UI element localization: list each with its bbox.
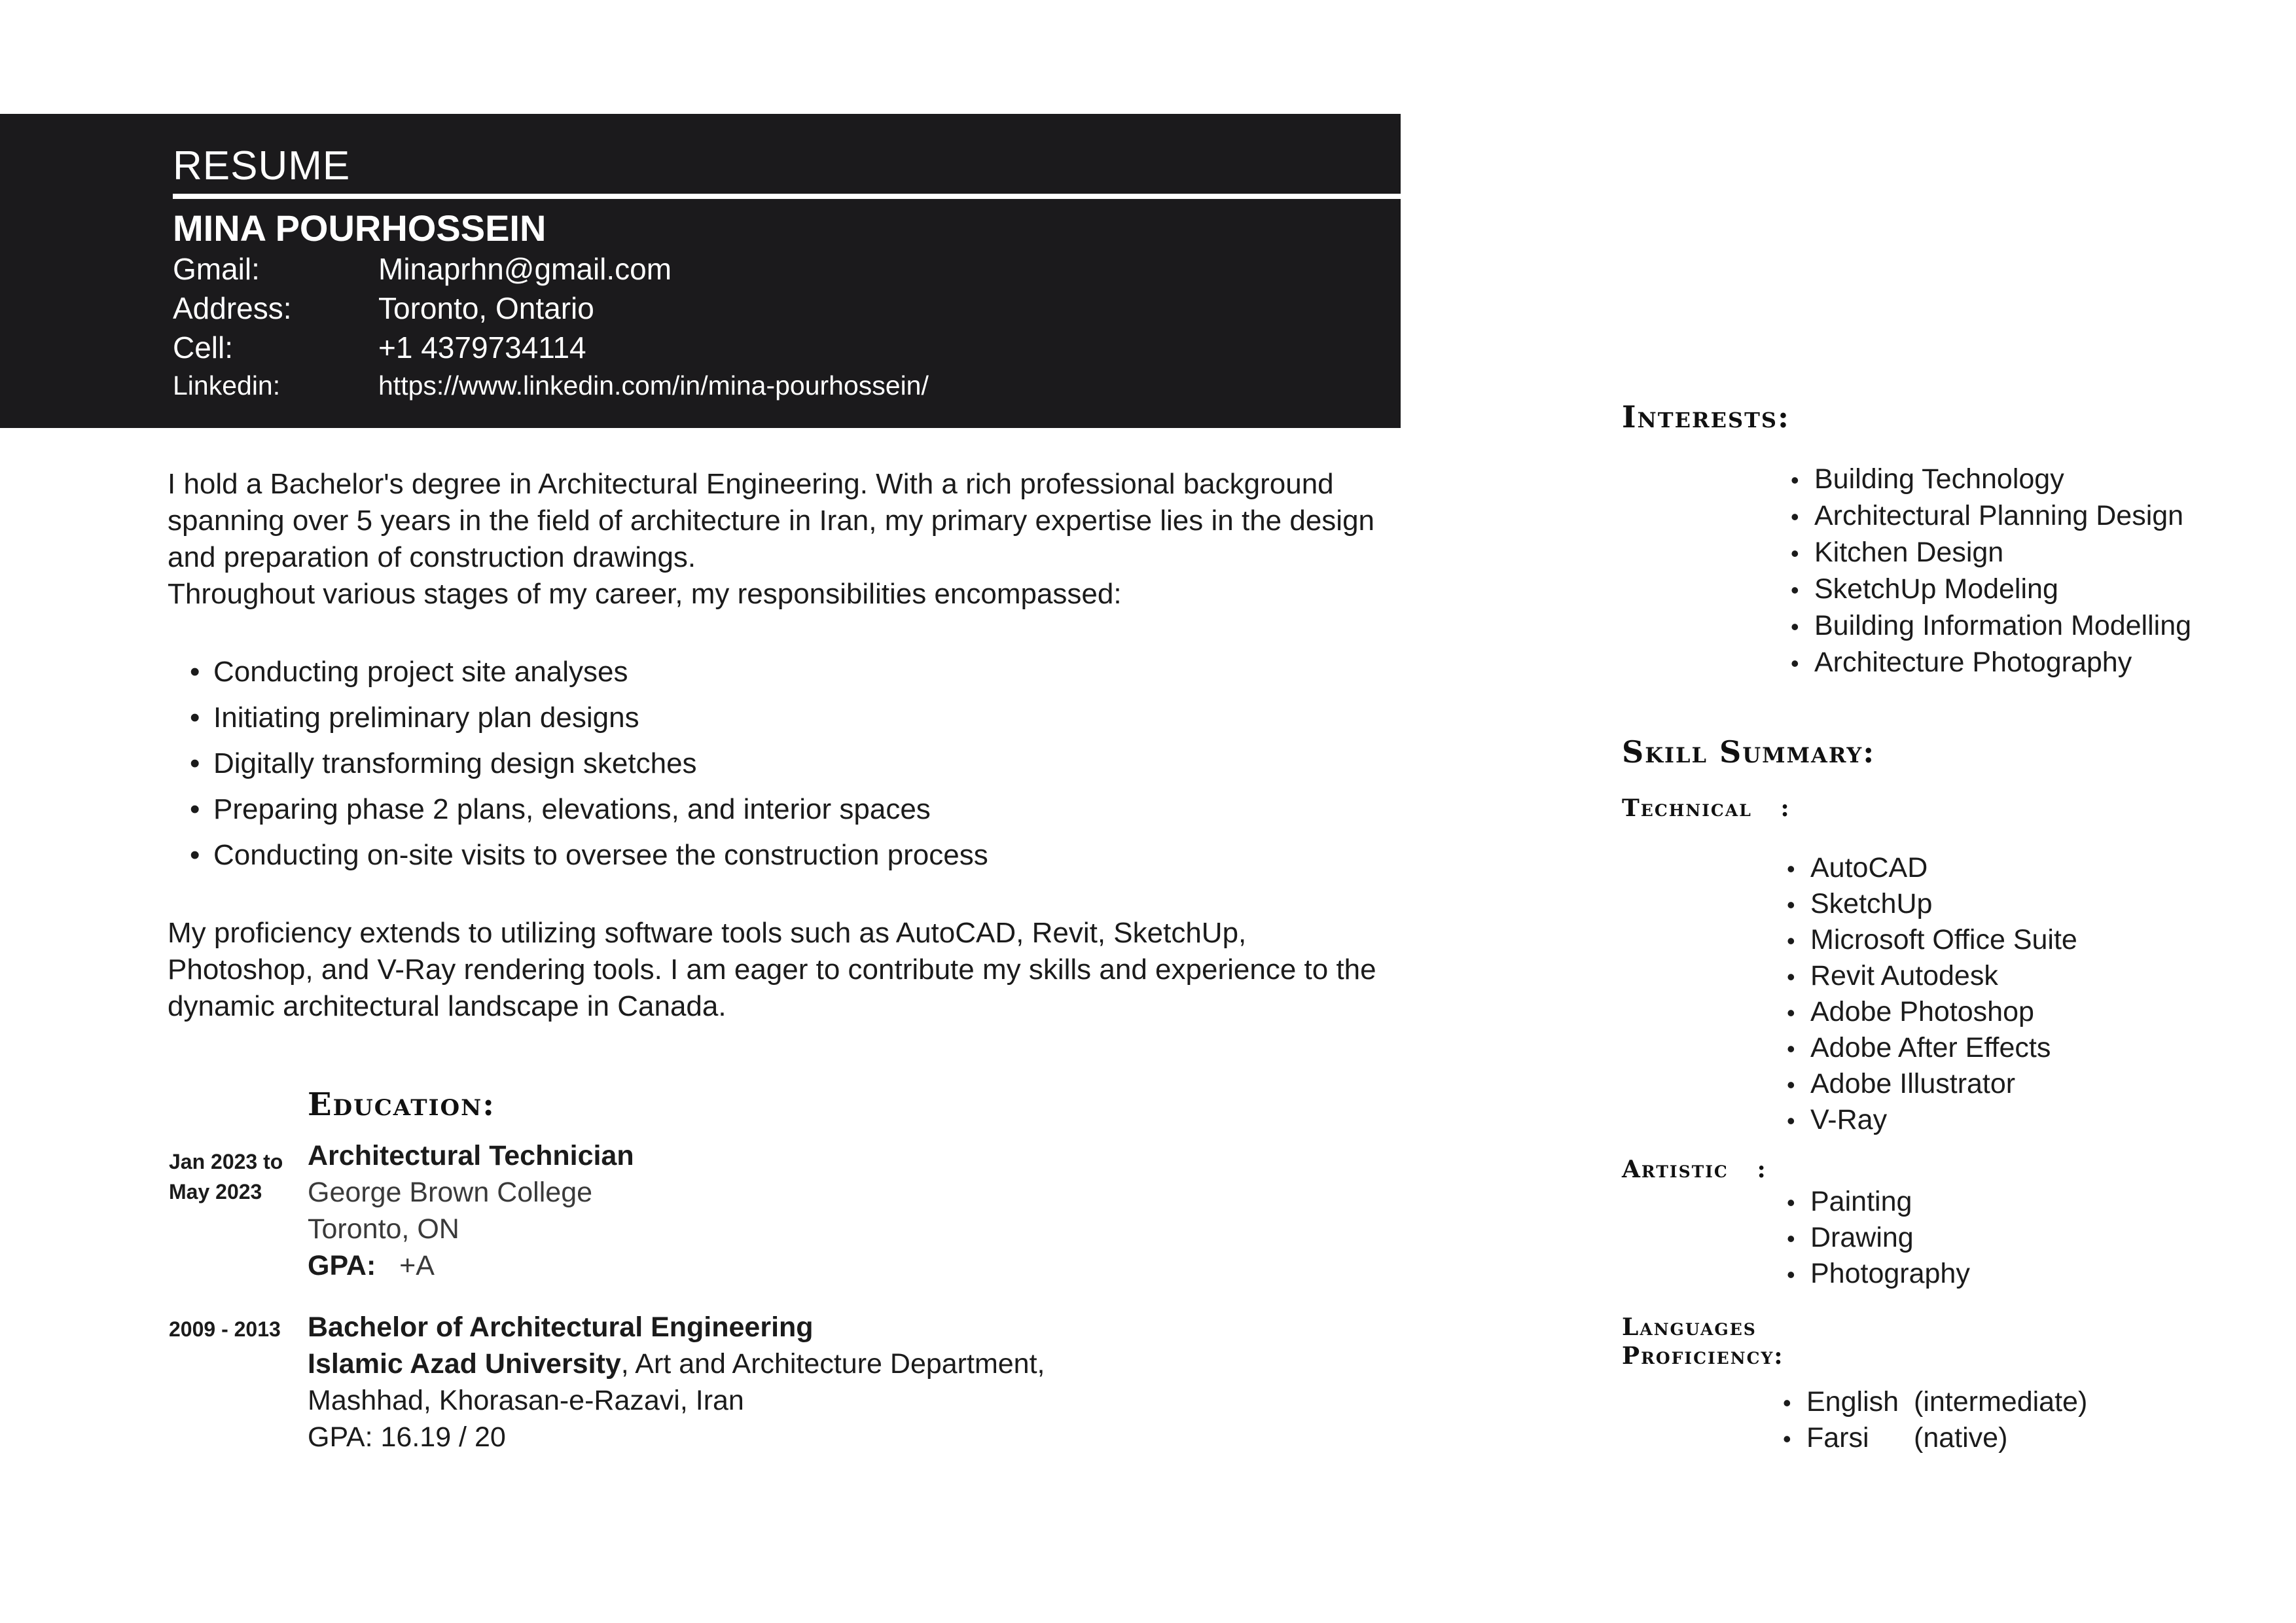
email-value[interactable]: Minaprhn@gmail.com <box>378 252 672 286</box>
list-item: • Adobe Photoshop <box>1787 996 2034 1027</box>
skills-heading: Skill Summary: <box>1622 734 1876 770</box>
bullet-icon: • <box>1787 1261 1795 1288</box>
summary-paragraph: Throughout various stages of my career, my responsibilities encompassed: <box>168 578 1122 610</box>
list-item: • Building Technology <box>1791 463 2064 495</box>
list-item: • Conducting on-site visits to oversee the construction process <box>190 839 988 871</box>
edu-degree-title: Architectural Technician <box>308 1140 634 1171</box>
list-item: • Microsoft Office Suite <box>1787 924 2077 955</box>
languages-label: Languages Proficiency: <box>1622 1313 1784 1370</box>
technical-label: Technical : <box>1622 794 1791 822</box>
list-item: • Painting <box>1787 1186 1912 1217</box>
artistic-label: Artistic : <box>1622 1156 1767 1183</box>
bullet-icon: • <box>1783 1389 1791 1416</box>
edu-gpa: GPA: +A <box>308 1250 435 1281</box>
list-item: • Architecture Photography <box>1791 647 2132 678</box>
list-item: • SketchUp Modeling <box>1791 573 2058 605</box>
edu-degree-title: Bachelor of Architectural Engineering <box>308 1311 814 1343</box>
phone-value[interactable]: +1 4379734114 <box>378 330 586 365</box>
list-item: • Adobe After Effects <box>1787 1032 2051 1063</box>
list-item: • Conducting project site analyses <box>190 656 628 688</box>
interests-heading: Interests: <box>1622 399 1790 435</box>
edu-school: George Brown College <box>308 1177 593 1208</box>
bullet-icon: • <box>1787 927 1795 954</box>
bullet-icon: • <box>1791 540 1799 567</box>
bullet-icon: • <box>190 747 200 779</box>
list-item: • V-Ray <box>1787 1104 1888 1135</box>
list-item: • Adobe Illustrator <box>1787 1068 2016 1099</box>
list-item: • AutoCAD <box>1787 852 1928 883</box>
edu-date: 2009 - 2013 <box>169 1317 281 1341</box>
bullet-icon: • <box>190 702 200 734</box>
contact-label: Linkedin: <box>173 370 281 401</box>
bullet-icon: • <box>1787 963 1795 990</box>
list-item: • Farsi (native) <box>1783 1422 2008 1454</box>
list-item: • Architectural Planning Design <box>1791 500 2184 531</box>
bullet-icon: • <box>1787 1189 1795 1216</box>
list-item: • Initiating preliminary plan designs <box>190 702 639 734</box>
list-item: • Digitally transforming design sketches <box>190 747 697 779</box>
summary-paragraph: My proficiency extends to utilizing software tools such as AutoCAD, Revit, SketchUp, Photoshop, and V-Ray rendering tools. I am eager to contribute my skills and experience to the dynamic architectural landscape in Canada. <box>168 917 1376 1022</box>
bullet-icon: • <box>1791 503 1799 530</box>
edu-gpa: GPA: 16.19 / 20 <box>308 1421 506 1453</box>
bullet-icon: • <box>1787 1107 1795 1134</box>
linkedin-link[interactable]: https://www.linkedin.com/in/mina-pourhossein/ <box>378 370 929 401</box>
summary-paragraph: I hold a Bachelor's degree in Architectural Engineering. With a rich professional background spanning over 5 years in the field of architecture in Iran, my primary expertise lies in the design and preparation of construction drawings. <box>168 468 1375 573</box>
bullet-icon: • <box>1787 999 1795 1026</box>
list-item: • Drawing <box>1787 1222 1914 1253</box>
edu-location: Mashhad, Khorasan-e-Razavi, Iran <box>308 1385 744 1416</box>
bullet-icon: • <box>1791 467 1799 493</box>
list-item: • Building Information Modelling <box>1791 610 2192 641</box>
bullet-icon: • <box>1787 1225 1795 1252</box>
bullet-icon: • <box>190 793 200 825</box>
list-item: • English (intermediate) <box>1783 1386 2088 1418</box>
resume-title: RESUME <box>173 143 351 188</box>
edu-location: Toronto, ON <box>308 1213 459 1245</box>
bullet-icon: • <box>1787 1035 1795 1062</box>
contact-label: Cell: <box>173 330 234 365</box>
list-item: • Preparing phase 2 plans, elevations, and interior spaces <box>190 793 931 825</box>
education-heading: Education: <box>308 1086 495 1123</box>
list-item: • Revit Autodesk <box>1787 960 1998 991</box>
bullet-icon: • <box>1787 855 1795 882</box>
bullet-icon: • <box>1791 577 1799 603</box>
list-item: • Kitchen Design <box>1791 537 2004 568</box>
bullet-icon: • <box>1791 650 1799 677</box>
bullet-icon: • <box>1791 613 1799 640</box>
proficiency-text <box>168 915 1398 1025</box>
bullet-icon: • <box>1787 891 1795 918</box>
edu-date: Jan 2023 to May 2023 <box>169 1150 283 1204</box>
bullet-icon: • <box>190 656 200 688</box>
contact-label: Gmail: <box>173 252 260 286</box>
list-item: • SketchUp <box>1787 888 1933 919</box>
summary-text <box>168 466 1411 613</box>
header-divider <box>173 194 1401 199</box>
list-item: • Photography <box>1787 1258 1970 1289</box>
edu-school: Islamic Azad University, Art and Architecture Department, <box>308 1348 1045 1380</box>
person-name: MINA POURHOSSEIN <box>173 207 547 249</box>
contact-label: Address: <box>173 291 292 325</box>
bullet-icon: • <box>190 839 200 871</box>
address-value: Toronto, Ontario <box>378 291 594 325</box>
bullet-icon: • <box>1783 1425 1791 1452</box>
bullet-icon: • <box>1787 1071 1795 1098</box>
